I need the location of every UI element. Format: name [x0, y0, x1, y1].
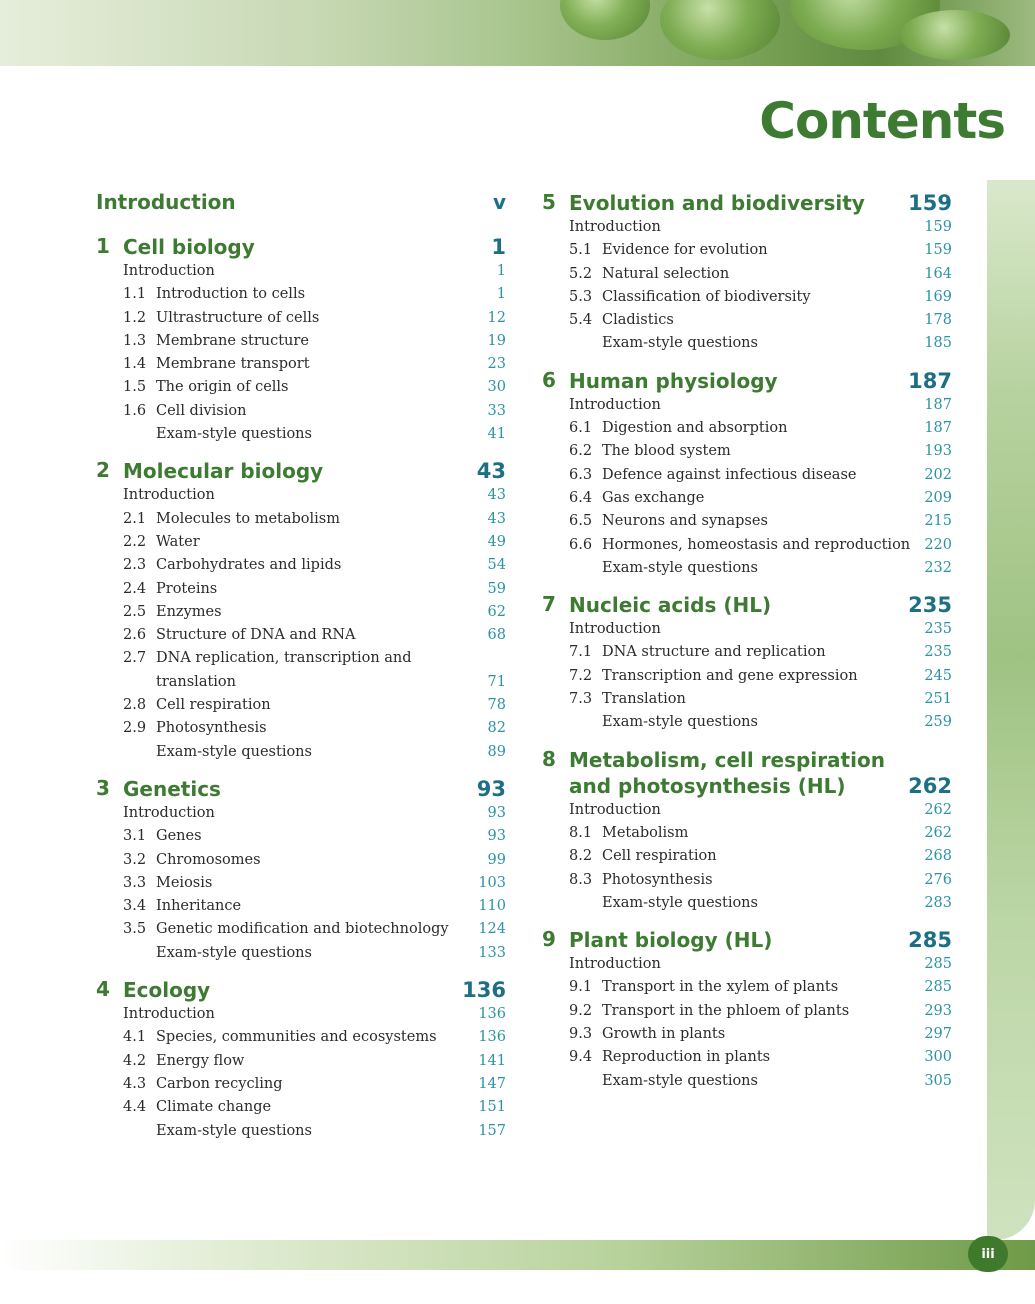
section-page-number: 159 — [924, 242, 952, 259]
section-title: Evidence for evolution — [602, 242, 768, 259]
section-title: Exam-style questions — [602, 894, 758, 911]
section-title: Exam-style questions — [156, 743, 312, 760]
section-number: 2.5 — [123, 603, 147, 620]
section-title: Exam-style questions — [602, 335, 758, 352]
section-number: 6.6 — [569, 536, 593, 553]
section-number: 9.4 — [569, 1049, 593, 1066]
section-title: Growth in plants — [602, 1026, 726, 1043]
section-title: Introduction — [123, 263, 215, 279]
section-title: Exam-style questions — [156, 426, 312, 443]
chapter-number: 5 — [542, 190, 556, 214]
section-entry[interactable] — [96, 330, 506, 353]
section-title: Digestion and absorption — [602, 420, 788, 437]
section-entry[interactable] — [96, 624, 506, 647]
chapter-intro-entry[interactable] — [96, 1003, 506, 1026]
section-title: Membrane structure — [156, 332, 309, 349]
section-page-number: 124 — [478, 921, 506, 938]
section-page-number: 235 — [924, 644, 952, 661]
section-page-number: 59 — [487, 580, 506, 597]
section-title: Defence against infectious disease — [602, 466, 857, 483]
toc-chapter — [96, 458, 506, 764]
section-title: Introduction — [569, 219, 661, 235]
section-page-number: 187 — [924, 396, 952, 413]
section-title: Molecules to metabolism — [156, 510, 340, 527]
section-page-number: 1 — [496, 286, 506, 303]
chapter-page-number: 136 — [462, 978, 506, 1003]
section-number: 9.1 — [569, 979, 593, 996]
section-entry[interactable] — [96, 601, 506, 624]
chapter-number: 4 — [96, 977, 110, 1002]
section-page-number: 82 — [487, 720, 506, 737]
section-number: 1.6 — [123, 402, 147, 419]
section-entry[interactable] — [542, 1046, 952, 1069]
section-page-number: 305 — [924, 1072, 952, 1089]
section-entry[interactable] — [96, 872, 506, 895]
chapter-intro-entry[interactable] — [96, 484, 506, 507]
chapter-page-number: 285 — [908, 928, 952, 953]
chapter-title: Cell biology — [123, 235, 255, 259]
section-title: Introduction — [123, 487, 215, 504]
section-page-number: 300 — [924, 1049, 952, 1066]
toc-chapter — [542, 592, 952, 734]
section-number: 2.7 — [123, 650, 147, 667]
section-entry[interactable] — [542, 688, 952, 711]
section-title: Reproduction in plants — [602, 1049, 771, 1066]
section-title: Climate change — [156, 1099, 272, 1116]
section-number: 4.1 — [123, 1029, 147, 1046]
section-title: Cell respiration — [602, 848, 717, 865]
page-number-badge: iii — [968, 1236, 1008, 1272]
section-entry[interactable] — [542, 641, 952, 664]
chapter-number: 9 — [542, 927, 556, 952]
chapter-number: 3 — [96, 775, 110, 800]
section-entry[interactable] — [542, 1000, 952, 1023]
section-number: 8.2 — [569, 848, 593, 865]
section-page-number: 202 — [924, 466, 952, 483]
chapter-title: Evolution and biodiversity — [569, 191, 865, 215]
section-title: Exam-style questions — [156, 944, 312, 961]
section-entry[interactable] — [542, 976, 952, 999]
section-entry[interactable] — [542, 822, 952, 845]
section-number: 1.4 — [123, 356, 147, 373]
section-number: 6.4 — [569, 489, 593, 506]
chapter-page-number: 1 — [491, 235, 506, 259]
section-entry[interactable] — [96, 353, 506, 376]
section-entry[interactable] — [96, 508, 506, 531]
section-entry[interactable] — [96, 694, 506, 717]
exam-questions-entry[interactable] — [542, 332, 952, 355]
section-title: Introduction — [569, 801, 661, 818]
section-number: 2.8 — [123, 697, 147, 714]
section-page-number: 251 — [924, 691, 952, 708]
section-title: Introduction to cells — [156, 286, 306, 303]
section-page-number: 110 — [478, 898, 506, 915]
chapter-heading[interactable] — [542, 592, 952, 618]
chapter-intro-entry[interactable] — [542, 394, 952, 417]
section-entry[interactable] — [96, 554, 506, 577]
section-number: 2.9 — [123, 720, 147, 737]
section-entry[interactable] — [542, 487, 952, 510]
toc-chapter — [542, 368, 952, 580]
section-title: Introduction — [569, 396, 661, 413]
section-page-number: 19 — [487, 332, 506, 349]
section-page-number: 259 — [924, 714, 952, 731]
section-title: Water — [156, 533, 200, 550]
section-page-number: 169 — [924, 288, 952, 305]
chapter-heading[interactable] — [96, 234, 506, 260]
header-banner-image — [0, 0, 1035, 66]
chapter-title: Nucleic acids (HL) — [569, 593, 772, 618]
toc-right-column — [542, 190, 952, 1105]
section-entry[interactable] — [542, 665, 952, 688]
section-page-number: 49 — [487, 533, 506, 550]
chapter-intro-entry[interactable] — [542, 799, 952, 822]
section-page-number: 78 — [487, 697, 506, 714]
section-page-number: 136 — [478, 1006, 506, 1023]
section-page-number: 71 — [487, 673, 506, 690]
section-entry[interactable] — [96, 1026, 506, 1049]
section-page-number: 276 — [924, 871, 952, 888]
section-title: Cladistics — [602, 312, 674, 329]
section-title: Gas exchange — [602, 489, 705, 506]
chapter-page-number: 43 — [476, 459, 506, 484]
section-title: Inheritance — [156, 898, 242, 915]
section-page-number: 193 — [924, 443, 952, 460]
chapter-heading[interactable] — [542, 927, 952, 953]
section-page-number: 232 — [924, 559, 952, 576]
section-entry[interactable] — [542, 534, 952, 557]
chapter-page-number: 187 — [908, 368, 952, 393]
section-number: 5.4 — [569, 312, 593, 329]
section-title: Exam-style questions — [602, 1072, 758, 1089]
section-page-number: 285 — [924, 956, 952, 973]
section-entry[interactable] — [542, 286, 952, 309]
section-page-number: 89 — [487, 743, 506, 760]
section-number: 3.4 — [123, 898, 147, 915]
chapter-heading[interactable] — [542, 368, 952, 394]
chapter-intro-entry[interactable] — [96, 802, 506, 825]
section-page-number: 103 — [478, 874, 506, 891]
section-page-number: 30 — [487, 379, 506, 396]
section-page-number: 147 — [478, 1075, 506, 1092]
section-entry[interactable] — [542, 239, 952, 262]
section-title: Ultrastructure of cells — [156, 309, 320, 326]
section-number: 2.1 — [123, 510, 147, 527]
section-page-number: 164 — [924, 265, 952, 282]
exam-questions-entry[interactable] — [96, 1120, 506, 1143]
section-page-number: 185 — [924, 335, 952, 352]
section-entry[interactable] — [96, 307, 506, 330]
toc-chapter — [96, 776, 506, 965]
chapter-page-number: 262 — [908, 773, 952, 798]
section-page-number: 285 — [924, 979, 952, 996]
side-decoration-strip — [987, 180, 1035, 1240]
section-number: 3.2 — [123, 851, 147, 868]
chapter-page-number: 235 — [908, 593, 952, 618]
exam-questions-entry[interactable] — [542, 892, 952, 915]
section-title: Introduction — [123, 1006, 215, 1023]
section-number: 1.2 — [123, 309, 147, 326]
section-page-number: 68 — [487, 627, 506, 644]
section-number: 3.1 — [123, 828, 147, 845]
section-page-number: 151 — [478, 1099, 506, 1116]
chapter-title: Metabolism, cell respiration and photosynthesis (HL) — [569, 747, 885, 798]
section-entry[interactable] — [96, 1096, 506, 1119]
section-number: 4.3 — [123, 1075, 147, 1092]
section-page-number: 1 — [496, 263, 506, 279]
section-title: The blood system — [602, 443, 731, 460]
section-entry[interactable] — [542, 417, 952, 440]
chapter-number: 2 — [96, 458, 110, 483]
section-entry[interactable] — [542, 263, 952, 286]
introduction-label: Introduction — [96, 190, 236, 214]
section-page-number: 262 — [924, 801, 952, 818]
toc-introduction-entry[interactable] — [96, 190, 506, 220]
chapter-page-number: 93 — [476, 776, 506, 801]
footer-bar — [0, 1240, 1035, 1270]
exam-questions-entry[interactable] — [96, 741, 506, 764]
section-title: Photosynthesis — [156, 720, 267, 737]
chapter-title: Genetics — [123, 776, 221, 801]
section-number: 7.2 — [569, 667, 593, 684]
section-page-number: 235 — [924, 621, 952, 638]
section-entry[interactable] — [96, 825, 506, 848]
toc-chapter — [96, 977, 506, 1143]
chapter-heading[interactable] — [96, 776, 506, 802]
section-entry[interactable] — [96, 283, 506, 306]
section-page-number: 178 — [924, 312, 952, 329]
toc-chapter — [542, 190, 952, 356]
section-title: The origin of cells — [156, 379, 289, 396]
section-page-number: 187 — [924, 420, 952, 437]
section-title: Meiosis — [156, 874, 213, 891]
section-number: 4.2 — [123, 1052, 147, 1069]
section-title: Translation — [602, 691, 686, 708]
section-title: Energy flow — [156, 1052, 245, 1069]
section-title: Hormones, homeostasis and reproduction — [602, 536, 911, 553]
section-page-number: 141 — [478, 1052, 506, 1069]
section-page-number: 245 — [924, 667, 952, 684]
section-page-number: 41 — [487, 426, 506, 443]
chapter-title: Human physiology — [569, 368, 778, 393]
chapter-intro-entry[interactable] — [542, 953, 952, 976]
section-number: 5.1 — [569, 242, 593, 259]
chapter-intro-entry[interactable] — [542, 216, 952, 239]
section-title: Neurons and synapses — [602, 513, 768, 530]
section-title: Carbohydrates and lipids — [156, 557, 342, 574]
section-entry[interactable] — [96, 578, 506, 601]
section-entry[interactable] — [96, 1050, 506, 1073]
section-page-number: 43 — [487, 487, 506, 504]
section-number: 5.2 — [569, 265, 593, 282]
section-number: 1.5 — [123, 379, 147, 396]
section-title: Introduction — [569, 956, 661, 973]
section-title: Enzymes — [156, 603, 222, 620]
chapter-heading[interactable] — [542, 190, 952, 216]
section-title: DNA structure and replication — [602, 644, 826, 661]
chapter-number: 7 — [542, 592, 556, 617]
section-page-number: 93 — [487, 828, 506, 845]
section-entry[interactable] — [96, 918, 506, 941]
section-title: Transport in the xylem of plants — [602, 979, 839, 996]
section-number: 5.3 — [569, 288, 593, 305]
chapter-heading[interactable] — [96, 977, 506, 1003]
chapter-heading[interactable] — [542, 747, 952, 799]
section-page-number: 293 — [924, 1002, 952, 1019]
section-page-number: 43 — [487, 510, 506, 527]
toc-chapter — [96, 234, 506, 446]
section-number: 8.1 — [569, 824, 593, 841]
section-number: 9.2 — [569, 1002, 593, 1019]
section-number: 9.3 — [569, 1026, 593, 1043]
section-title: Chromosomes — [156, 851, 261, 868]
section-number: 6.3 — [569, 466, 593, 483]
section-number: 2.6 — [123, 627, 147, 644]
section-page-number: 283 — [924, 894, 952, 911]
section-page-number: 23 — [487, 356, 506, 373]
section-page-number: 133 — [478, 944, 506, 961]
chapter-number: 1 — [96, 234, 110, 258]
section-title: Exam-style questions — [602, 559, 758, 576]
chapter-intro-entry[interactable] — [96, 260, 506, 283]
section-title: Structure of DNA and RNA — [156, 627, 356, 644]
section-entry[interactable] — [542, 440, 952, 463]
section-title: Transport in the phloem of plants — [602, 1002, 850, 1019]
introduction-page: v — [492, 190, 506, 214]
section-title: Transcription and gene expression — [602, 667, 858, 684]
section-title: Natural selection — [602, 265, 730, 282]
section-entry[interactable] — [542, 309, 952, 332]
section-title: Carbon recycling — [156, 1075, 283, 1092]
section-page-number: 157 — [478, 1122, 506, 1139]
chapter-heading[interactable] — [96, 458, 506, 484]
toc-left-column — [96, 190, 506, 1155]
section-title: Introduction — [569, 621, 661, 638]
section-page-number: 209 — [924, 489, 952, 506]
section-title: Cell respiration — [156, 697, 271, 714]
section-number: 7.1 — [569, 644, 593, 661]
section-number: 6.2 — [569, 443, 593, 460]
section-number: 4.4 — [123, 1099, 147, 1116]
section-entry[interactable] — [96, 849, 506, 872]
section-number: 3.3 — [123, 874, 147, 891]
section-number: 8.3 — [569, 871, 593, 888]
section-page-number: 99 — [487, 851, 506, 868]
section-title: Photosynthesis — [602, 871, 713, 888]
exam-questions-entry[interactable] — [96, 423, 506, 446]
section-title: Classification of biodiversity — [602, 288, 811, 305]
section-title: Genetic modification and biotechnology — [156, 921, 449, 938]
chapter-title: Plant biology (HL) — [569, 928, 773, 953]
section-title: Cell division — [156, 402, 247, 419]
chapter-intro-entry[interactable] — [542, 618, 952, 641]
section-entry[interactable] — [96, 895, 506, 918]
section-entry[interactable] — [542, 1023, 952, 1046]
section-title: Proteins — [156, 580, 218, 597]
section-page-number: 262 — [924, 824, 952, 841]
section-title: Metabolism — [602, 824, 689, 841]
section-entry[interactable] — [542, 464, 952, 487]
section-title: DNA replication, transcription and translation — [156, 650, 412, 690]
chapter-number: 8 — [542, 746, 556, 771]
section-page-number: 12 — [487, 309, 506, 326]
section-entry[interactable] — [542, 869, 952, 892]
section-entry[interactable] — [96, 400, 506, 423]
section-entry[interactable] — [96, 717, 506, 740]
section-page-number: 62 — [487, 603, 506, 620]
section-page-number: 268 — [924, 848, 952, 865]
section-page-number: 93 — [487, 804, 506, 821]
section-number: 2.2 — [123, 533, 147, 550]
section-number: 2.3 — [123, 557, 147, 574]
exam-questions-entry[interactable] — [96, 942, 506, 965]
section-page-number: 159 — [924, 219, 952, 235]
chapter-page-number: 159 — [908, 191, 952, 215]
section-number: 6.5 — [569, 513, 593, 530]
page-title: Contents — [759, 92, 1005, 150]
section-page-number: 33 — [487, 402, 506, 419]
section-entry[interactable] — [96, 647, 506, 694]
chapter-title: Molecular biology — [123, 459, 324, 484]
section-entry[interactable] — [542, 845, 952, 868]
chapter-number: 6 — [542, 367, 556, 392]
section-title: Introduction — [123, 804, 215, 821]
section-entry[interactable] — [96, 1073, 506, 1096]
exam-questions-entry[interactable] — [542, 711, 952, 734]
exam-questions-entry[interactable] — [542, 1070, 952, 1093]
section-title: Species, communities and ecosystems — [156, 1029, 437, 1046]
toc-chapter — [542, 927, 952, 1093]
section-number: 1.1 — [123, 286, 147, 303]
section-page-number: 136 — [478, 1029, 506, 1046]
section-entry[interactable] — [542, 510, 952, 533]
section-title: Membrane transport — [156, 356, 310, 373]
section-page-number: 220 — [924, 536, 952, 553]
section-page-number: 297 — [924, 1026, 952, 1043]
section-number: 1.3 — [123, 332, 147, 349]
toc-chapter — [542, 747, 952, 915]
section-title: Exam-style questions — [602, 714, 758, 731]
chapter-title: Ecology — [123, 978, 211, 1003]
section-entry[interactable] — [96, 531, 506, 554]
section-number: 6.1 — [569, 420, 593, 437]
section-title: Exam-style questions — [156, 1122, 312, 1139]
section-number: 3.5 — [123, 921, 147, 938]
section-page-number: 54 — [487, 557, 506, 574]
section-number: 2.4 — [123, 580, 147, 597]
section-number: 7.3 — [569, 691, 593, 708]
section-entry[interactable] — [96, 376, 506, 399]
section-title: Genes — [156, 828, 202, 845]
exam-questions-entry[interactable] — [542, 557, 952, 580]
section-page-number: 215 — [924, 513, 952, 530]
